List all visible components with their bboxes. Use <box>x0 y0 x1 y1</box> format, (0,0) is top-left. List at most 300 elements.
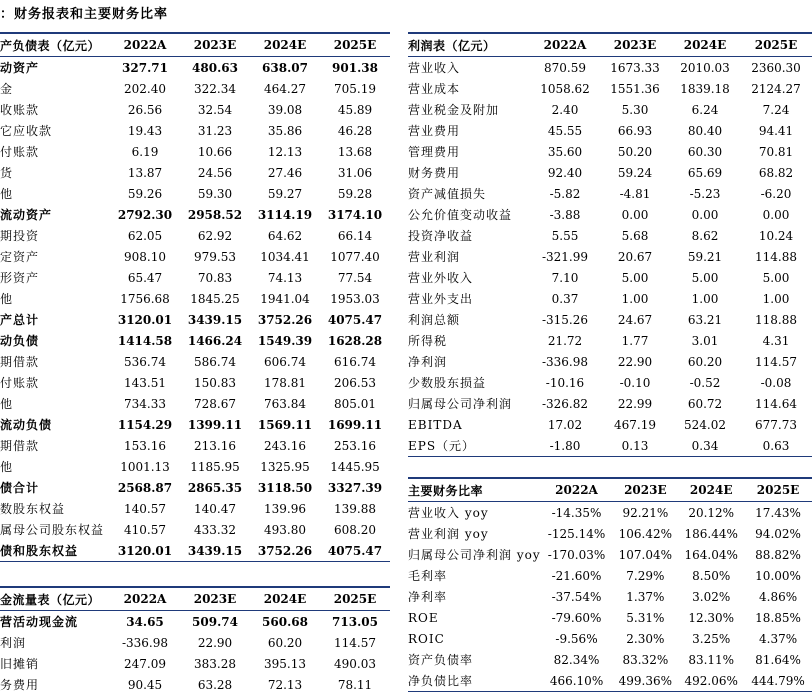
value-cell: 2958.52 <box>187 207 243 222</box>
value-cell: 2.40 <box>551 102 579 117</box>
value-cell: -3.88 <box>549 207 581 222</box>
value-cell: 45.89 <box>337 102 373 117</box>
value-cell: 0.63 <box>740 435 812 457</box>
value-cell: 186.44% <box>684 526 738 541</box>
table-row <box>408 246 812 267</box>
value-cell: 1414.58 <box>117 333 173 348</box>
value-cell: 83.32% <box>622 652 669 667</box>
table-row <box>408 351 812 372</box>
value-cell: 10.00% <box>755 568 801 583</box>
value-cell: -1.80 <box>530 435 600 457</box>
table-row <box>0 330 390 351</box>
value-cell: 3114.19 <box>257 207 313 222</box>
row-label: 他 <box>0 292 14 306</box>
value-cell: 3.02% <box>692 589 731 604</box>
value-cell: 1185.95 <box>190 459 240 474</box>
table-title: 金流量表（亿元） <box>0 587 110 611</box>
table-row <box>408 523 812 544</box>
value-cell: 83.11% <box>688 652 735 667</box>
value-cell: 94.41 <box>758 123 794 138</box>
table-row <box>408 267 812 288</box>
table-row <box>408 607 812 628</box>
row-label: 货 <box>0 166 14 180</box>
row-label: EPS（元） <box>408 435 530 457</box>
row-label: 收账款 <box>0 103 40 117</box>
value-cell: -4.81 <box>619 186 651 201</box>
value-cell: -6.20 <box>760 186 792 201</box>
value-cell: 164.04% <box>684 547 738 562</box>
value-cell: 5.00 <box>621 270 649 285</box>
table-row <box>0 309 390 330</box>
table-row <box>408 414 812 435</box>
value-cell: 1.00 <box>621 291 649 306</box>
table-row <box>0 611 390 633</box>
ratios-table <box>408 477 812 692</box>
cash-flow-panel <box>0 586 390 695</box>
table-row <box>408 78 812 99</box>
value-cell: 35.86 <box>267 123 303 138</box>
table-title: 利润表（亿元） <box>408 33 530 57</box>
value-cell: -0.52 <box>689 375 721 390</box>
row-label: 财务费用 <box>408 166 461 180</box>
value-cell: 728.67 <box>194 396 236 411</box>
column-header: 2025E <box>320 33 390 57</box>
value-cell: 677.73 <box>755 417 797 432</box>
row-label: 所得税 <box>408 334 448 348</box>
value-cell: 492.06% <box>678 670 744 692</box>
value-cell: 81.64% <box>755 652 801 667</box>
value-cell: 1953.03 <box>330 291 380 306</box>
value-cell: 82.34% <box>553 652 600 667</box>
value-cell: 22.90 <box>617 354 653 369</box>
value-cell: 17.43% <box>755 505 801 520</box>
row-label: 净利率 <box>408 590 448 604</box>
table-row <box>408 120 812 141</box>
row-label: ROE <box>408 610 439 625</box>
row-label: 旧摊销 <box>0 657 40 671</box>
value-cell: 80.40 <box>687 123 723 138</box>
value-cell: 114.88 <box>755 249 797 264</box>
row-label: 少数股东损益 <box>408 376 487 390</box>
value-cell: 1034.41 <box>260 249 310 264</box>
table-row <box>0 498 390 519</box>
value-cell: 118.88 <box>755 312 797 327</box>
table-title: 主要财务比率 <box>408 478 541 502</box>
value-cell: 70.81 <box>758 144 794 159</box>
table-header-row <box>0 33 390 57</box>
value-cell: 1.00 <box>762 291 790 306</box>
value-cell: 805.01 <box>334 396 376 411</box>
value-cell: 66.14 <box>337 228 373 243</box>
value-cell: 979.53 <box>194 249 236 264</box>
value-cell: 467.19 <box>614 417 656 432</box>
table-row <box>0 477 390 498</box>
value-cell: 490.03 <box>334 656 376 671</box>
value-cell: 59.27 <box>267 186 303 201</box>
row-label: 付账款 <box>0 145 40 159</box>
value-cell: -336.98 <box>541 354 589 369</box>
table-row <box>408 288 812 309</box>
value-cell: 253.16 <box>334 438 376 453</box>
value-cell: 70.83 <box>197 270 233 285</box>
row-label: 资产减值损失 <box>408 187 487 201</box>
value-cell: 64.62 <box>267 228 303 243</box>
value-cell: 1839.18 <box>680 81 730 96</box>
value-cell: 1628.28 <box>327 333 383 348</box>
table-row <box>0 372 390 393</box>
value-cell: 3120.01 <box>117 312 173 327</box>
value-cell: 88.82% <box>755 547 801 562</box>
value-cell: 638.07 <box>262 60 308 75</box>
value-cell: 3439.15 <box>180 540 250 562</box>
value-cell: 65.47 <box>127 270 163 285</box>
value-cell: 5.00 <box>691 270 719 285</box>
value-cell: 60.72 <box>687 396 723 411</box>
value-cell: 1466.24 <box>187 333 243 348</box>
income-statement-panel <box>408 32 812 457</box>
value-cell: 8.62 <box>691 228 719 243</box>
value-cell: -5.82 <box>549 186 581 201</box>
balance-sheet-panel <box>0 32 390 562</box>
row-label: 归属母公司净利润 <box>408 397 513 411</box>
table-row <box>0 225 390 246</box>
table-row <box>408 502 812 524</box>
value-cell: -10.16 <box>545 375 585 390</box>
value-cell: -21.60% <box>551 568 602 583</box>
value-cell: 4075.47 <box>320 540 390 562</box>
row-label: 动负债 <box>0 334 40 348</box>
table-row <box>0 632 390 653</box>
table-row <box>408 670 812 692</box>
row-label: 归属母公司净利润 yoy <box>408 548 541 562</box>
row-label: 期投资 <box>0 229 40 243</box>
value-cell: 22.99 <box>617 396 653 411</box>
value-cell: 734.33 <box>124 396 166 411</box>
value-cell: 31.23 <box>197 123 233 138</box>
table-title: 产负债表（亿元） <box>0 33 110 57</box>
ratios-panel <box>408 477 812 692</box>
value-cell: 1569.11 <box>257 417 313 432</box>
table-row <box>0 99 390 120</box>
value-cell: 59.28 <box>337 186 373 201</box>
value-cell: 908.10 <box>124 249 166 264</box>
value-cell: 3752.26 <box>257 312 313 327</box>
table-row <box>0 653 390 674</box>
value-cell: 106.42% <box>618 526 673 541</box>
value-cell: -0.08 <box>760 375 792 390</box>
table-row <box>0 288 390 309</box>
value-cell: 114.64 <box>755 396 797 411</box>
column-header: 2023E <box>600 33 670 57</box>
value-cell: 31.06 <box>337 165 373 180</box>
column-header: 2025E <box>320 587 390 611</box>
row-label: 营业成本 <box>408 82 461 96</box>
column-header: 2024E <box>678 478 744 502</box>
value-cell: 466.10% <box>541 670 613 692</box>
column-header: 2025E <box>744 478 812 502</box>
value-cell: 1325.95 <box>260 459 310 474</box>
value-cell: 213.16 <box>194 438 236 453</box>
value-cell: 74.13 <box>267 270 303 285</box>
row-label: 定资产 <box>0 250 40 264</box>
value-cell: -0.10 <box>619 375 651 390</box>
value-cell: 4.37% <box>759 631 798 646</box>
value-cell: 2010.03 <box>680 60 730 75</box>
value-cell: 50.20 <box>617 144 653 159</box>
table-row <box>0 435 390 456</box>
value-cell: -125.14% <box>547 526 606 541</box>
column-header: 2023E <box>180 587 250 611</box>
value-cell: 63.21 <box>687 312 723 327</box>
value-cell: 77.54 <box>337 270 373 285</box>
row-label: 它应收款 <box>0 124 53 138</box>
value-cell: 26.56 <box>127 102 163 117</box>
row-label: 净负债比率 <box>408 670 541 692</box>
value-cell: 139.88 <box>334 501 376 516</box>
column-header: 2025E <box>740 33 812 57</box>
row-label: 产总计 <box>0 313 40 327</box>
table-row <box>408 57 812 79</box>
value-cell: 5.68 <box>621 228 649 243</box>
value-cell: 19.43 <box>127 123 163 138</box>
value-cell: 3174.10 <box>327 207 383 222</box>
column-header: 2024E <box>670 33 740 57</box>
value-cell: 20.67 <box>617 249 653 264</box>
value-cell: 178.81 <box>264 375 306 390</box>
value-cell: 2124.27 <box>751 81 801 96</box>
value-cell: 140.47 <box>194 501 236 516</box>
row-label: 流动资产 <box>0 208 53 222</box>
value-cell: 1549.39 <box>257 333 313 348</box>
value-cell: 59.21 <box>687 249 723 264</box>
value-cell: 65.69 <box>687 165 723 180</box>
value-cell: 395.13 <box>264 656 306 671</box>
value-cell: 153.16 <box>124 438 166 453</box>
value-cell: -79.60% <box>551 610 602 625</box>
value-cell: 493.80 <box>264 522 306 537</box>
table-row <box>0 393 390 414</box>
value-cell: 6.24 <box>691 102 719 117</box>
value-cell: 464.27 <box>264 81 306 96</box>
value-cell: 18.85% <box>755 610 801 625</box>
column-header: 2023E <box>612 478 678 502</box>
value-cell: 901.38 <box>332 60 378 75</box>
value-cell: 5.31% <box>626 610 665 625</box>
column-header: 2023E <box>180 33 250 57</box>
value-cell: 139.96 <box>264 501 306 516</box>
value-cell: 27.46 <box>267 165 303 180</box>
value-cell: 4.86% <box>759 589 798 604</box>
value-cell: 20.12% <box>688 505 735 520</box>
value-cell: 5.00 <box>762 270 790 285</box>
table-row <box>408 649 812 670</box>
value-cell: -336.98 <box>121 635 169 650</box>
value-cell: 327.71 <box>122 60 168 75</box>
value-cell: 202.40 <box>124 81 166 96</box>
table-row <box>408 628 812 649</box>
value-cell: 94.02% <box>755 526 801 541</box>
value-cell: 7.29% <box>626 568 665 583</box>
value-cell: 536.74 <box>124 354 166 369</box>
row-label: 利润 <box>0 636 27 650</box>
value-cell: 586.74 <box>194 354 236 369</box>
value-cell: 560.68 <box>262 614 308 629</box>
table-header-row <box>408 478 812 502</box>
row-label: 金 <box>0 82 14 96</box>
table-row <box>408 393 812 414</box>
value-cell: 24.56 <box>197 165 233 180</box>
value-cell: 2792.30 <box>117 207 173 222</box>
table-row <box>0 120 390 141</box>
row-label: 动资产 <box>0 61 40 75</box>
table-row <box>408 204 812 225</box>
row-label: 营业外支出 <box>408 292 474 306</box>
value-cell: 10.66 <box>197 144 233 159</box>
row-label: 他 <box>0 460 14 474</box>
value-cell: 0.00 <box>691 207 719 222</box>
row-label: 营活动现金流 <box>0 615 79 629</box>
column-header: 2024E <box>250 587 320 611</box>
value-cell: 383.28 <box>194 656 236 671</box>
value-cell: 1445.95 <box>330 459 380 474</box>
row-label: 营业收入 yoy <box>408 506 489 520</box>
value-cell: 3752.26 <box>250 540 320 562</box>
table-row <box>0 57 390 79</box>
value-cell: 608.20 <box>334 522 376 537</box>
value-cell: 13.87 <box>127 165 163 180</box>
row-label: 他 <box>0 187 14 201</box>
row-label: 务费用 <box>0 678 40 692</box>
value-cell: -9.56% <box>555 631 598 646</box>
income-statement-table <box>408 32 812 457</box>
value-cell: 17.02 <box>547 417 583 432</box>
table-row <box>408 99 812 120</box>
balance-sheet-table <box>0 32 390 562</box>
value-cell: 2360.30 <box>751 60 801 75</box>
row-label: 数股东权益 <box>0 502 66 516</box>
row-label: 营业费用 <box>408 124 461 138</box>
table-row <box>408 372 812 393</box>
value-cell: 12.30% <box>688 610 735 625</box>
table-row <box>408 162 812 183</box>
value-cell: 32.54 <box>197 102 233 117</box>
table-row <box>0 141 390 162</box>
column-header: 2024E <box>250 33 320 57</box>
column-header: 2022A <box>541 478 613 502</box>
value-cell: 24.67 <box>617 312 653 327</box>
row-label: 公允价值变动收益 <box>408 208 513 222</box>
value-cell: 0.00 <box>762 207 790 222</box>
column-header: 2022A <box>110 33 180 57</box>
value-cell: 1.00 <box>691 291 719 306</box>
value-cell: 150.83 <box>194 375 236 390</box>
row-label: 期借款 <box>0 355 40 369</box>
value-cell: -37.54% <box>551 589 602 604</box>
table-header-row <box>0 587 390 611</box>
value-cell: 59.30 <box>197 186 233 201</box>
row-label: 毛利率 <box>408 569 448 583</box>
value-cell: 1154.29 <box>117 417 173 432</box>
table-row <box>0 540 390 562</box>
value-cell: 7.24 <box>762 102 790 117</box>
table-row <box>408 565 812 586</box>
table-row <box>0 204 390 225</box>
row-label: 付账款 <box>0 376 40 390</box>
row-label: 债合计 <box>0 481 40 495</box>
value-cell: 2865.35 <box>187 480 243 495</box>
value-cell: 92.21% <box>622 505 669 520</box>
value-cell: 1845.25 <box>190 291 240 306</box>
value-cell: 46.28 <box>337 123 373 138</box>
table-row <box>408 544 812 565</box>
value-cell: 10.24 <box>758 228 794 243</box>
value-cell: 12.13 <box>267 144 303 159</box>
row-label: 营业外收入 <box>408 271 474 285</box>
value-cell: 6.19 <box>131 144 159 159</box>
value-cell: 322.34 <box>194 81 236 96</box>
table-row <box>0 267 390 288</box>
row-label: 营业税金及附加 <box>408 103 500 117</box>
value-cell: 3439.15 <box>187 312 243 327</box>
row-label: 管理费用 <box>408 145 461 159</box>
value-cell: 114.57 <box>755 354 797 369</box>
table-row <box>0 183 390 204</box>
table-row <box>0 78 390 99</box>
value-cell: -326.82 <box>541 396 589 411</box>
value-cell: 0.34 <box>670 435 740 457</box>
value-cell: 705.19 <box>334 81 376 96</box>
table-row <box>408 225 812 246</box>
value-cell: 92.40 <box>547 165 583 180</box>
row-label: 流动负债 <box>0 418 53 432</box>
value-cell: 0.37 <box>551 291 579 306</box>
table-header-row <box>408 33 812 57</box>
value-cell: 143.51 <box>124 375 166 390</box>
value-cell: 5.30 <box>621 102 649 117</box>
value-cell: -315.26 <box>541 312 589 327</box>
value-cell: 606.74 <box>264 354 306 369</box>
value-cell: 21.72 <box>547 333 583 348</box>
value-cell: 60.20 <box>687 354 723 369</box>
row-label: 他 <box>0 397 14 411</box>
value-cell: 247.09 <box>124 656 166 671</box>
page-title: ：财务报表和主要财务比率 <box>0 7 169 22</box>
table-row <box>0 162 390 183</box>
value-cell: 78.11 <box>337 677 373 692</box>
column-header: 2022A <box>530 33 600 57</box>
value-cell: 1551.36 <box>610 81 660 96</box>
value-cell: 34.65 <box>126 614 164 629</box>
value-cell: 3120.01 <box>110 540 180 562</box>
row-label: 营业利润 yoy <box>408 527 489 541</box>
cash-flow-table <box>0 586 390 695</box>
table-row <box>0 674 390 695</box>
table-row <box>0 351 390 372</box>
value-cell: 13.68 <box>337 144 373 159</box>
value-cell: 1699.11 <box>327 417 383 432</box>
row-label: 资产负债率 <box>408 653 474 667</box>
value-cell: 433.32 <box>194 522 236 537</box>
value-cell: 5.55 <box>551 228 579 243</box>
value-cell: 243.16 <box>264 438 306 453</box>
value-cell: 62.92 <box>197 228 233 243</box>
row-label: 营业利润 <box>408 250 461 264</box>
value-cell: 107.04% <box>618 547 673 562</box>
table-row <box>0 519 390 540</box>
value-cell: 3118.50 <box>257 480 313 495</box>
value-cell: 63.28 <box>197 677 233 692</box>
value-cell: 59.24 <box>617 165 653 180</box>
